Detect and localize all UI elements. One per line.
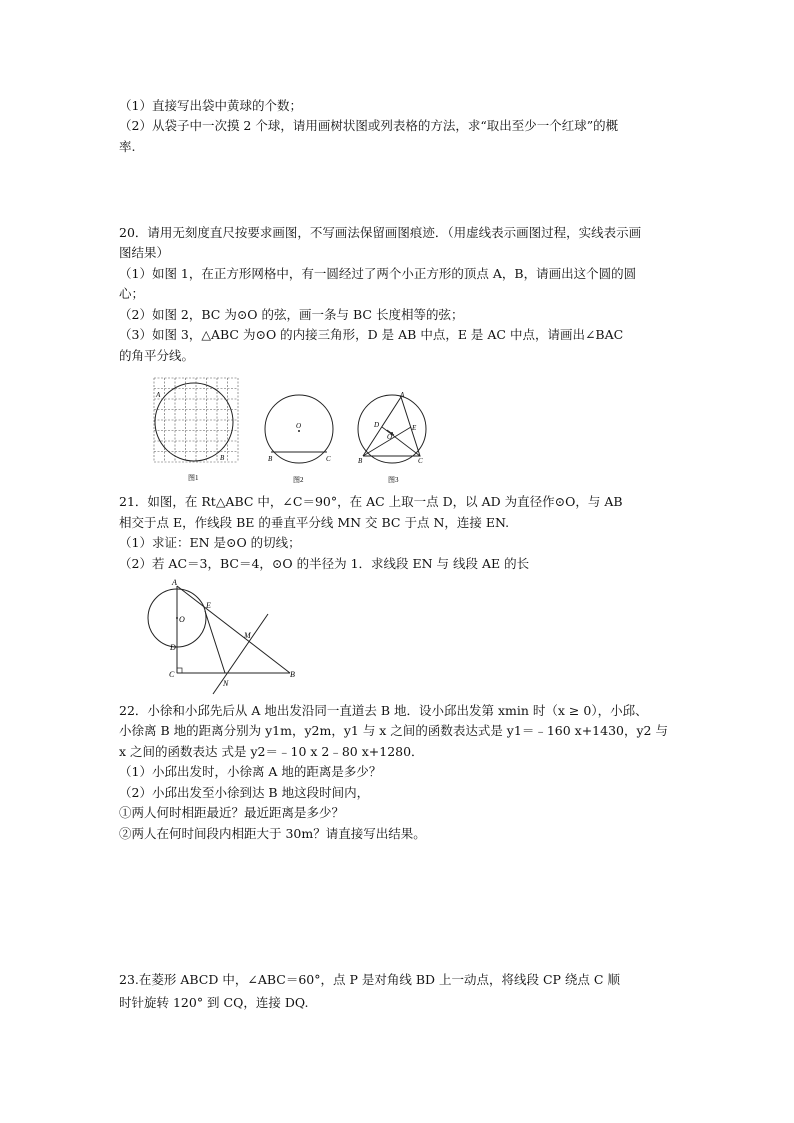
q21-intro: 21．如图，在 Rt△ABC 中，∠C＝90°，在 AC 上取一点 D，以 AD 为直径作⊙O，与 AB bbox=[119, 494, 623, 509]
fig2-label-o: O bbox=[296, 422, 302, 430]
q20-part3-cont: 的角平分线。 bbox=[119, 348, 195, 363]
q20-intro-cont: 图结果） bbox=[119, 245, 170, 260]
q21-label-m: M bbox=[244, 631, 251, 640]
fig2-caption: 图2 bbox=[293, 476, 304, 484]
q21-label-n: N bbox=[223, 679, 229, 688]
q22-intro-cont: 小徐离 B 地的距离分别为 y1m，y2m，y1 与 x 之间的函数表达式是 y1＝﹣160 x+1430，y2 与 bbox=[119, 723, 668, 738]
q21-label-c: C bbox=[169, 670, 175, 679]
fig3-label-b: B bbox=[358, 457, 363, 465]
q21-part2: （2）若 AC＝3，BC＝4，⊙O 的半径为 1．求线段 EN 与 线段 AE 的长 bbox=[119, 556, 530, 571]
q19-part1: （1）直接写出袋中黄球的个数； bbox=[119, 98, 302, 113]
q21-label-d: D bbox=[170, 643, 176, 652]
q21-intro-cont: 相交于点 E，作线段 BE 的垂直平分线 MN 交 BC 于点 N，连接 EN. bbox=[119, 515, 510, 530]
q22-intro: 22．小徐和小邱先后从 A 地出发沿同一直道去 B 地．设小邱出发第 xmin 时（x ≥ 0），小邱、 bbox=[119, 703, 648, 718]
fig3-caption: 图3 bbox=[388, 476, 399, 484]
q19-part2-cont: 率. bbox=[119, 139, 136, 154]
figure-2-circle-chord bbox=[262, 390, 342, 486]
fig3-label-a: A bbox=[400, 391, 405, 399]
q23-intro-cont: 时针旋转 120° 到 CQ，连接 DQ. bbox=[119, 995, 309, 1010]
fig3-label-c: C bbox=[418, 457, 423, 465]
q20-part3: （3）如图 3，△ABC 为⊙O 的内接三角形，D 是 AB 中点，E 是 AC 中点，请画出∠BAC bbox=[119, 327, 624, 342]
q20-part1: （1）如图 1，在正方形网格中，有一圆经过了两个小正方形的顶点 A，B，请画出这个圆的圆 bbox=[119, 266, 637, 281]
q22-part1: （1）小邱出发时，小徐离 A 地的距离是多少？ bbox=[119, 764, 382, 779]
fig2-label-c: C bbox=[326, 455, 331, 463]
fig1-label-b: B bbox=[220, 454, 225, 462]
fig2-label-b: B bbox=[268, 455, 273, 463]
q19-part2: （2）从袋子中一次摸 2 个球，请用画树状图或列表格的方法，求“取出至少一个红球”的概 bbox=[119, 118, 619, 133]
fig1-caption: 图1 bbox=[188, 474, 199, 482]
q22-part2-1: ①两人何时相距最近？最近距离是多少？ bbox=[119, 805, 345, 820]
q21-label-b: B bbox=[290, 670, 295, 679]
q21-part1: （1）求证：EN 是⊙O 的切线； bbox=[119, 535, 301, 550]
fig3-label-o: O bbox=[387, 433, 393, 441]
q21-label-o: O bbox=[179, 615, 185, 624]
figure-q21-triangle-circle bbox=[138, 576, 308, 698]
fig1-label-a: A bbox=[156, 391, 161, 399]
q20-part1-cont: 心； bbox=[119, 286, 145, 301]
q21-label-e: E bbox=[206, 601, 211, 610]
q21-label-a: A bbox=[172, 578, 177, 587]
figure-3-inscribed-triangle bbox=[354, 390, 438, 486]
q22-part2: （2）小邱出发至小徐到达 B 地这段时间内， bbox=[119, 785, 370, 800]
q22-part2-2: ②两人在何时间段内相距大于 30m？请直接写出结果。 bbox=[119, 826, 426, 841]
q23-intro: 23.在菱形 ABCD 中，∠ABC＝60°，点 P 是对角线 BD 上一动点，将线段 CP 绕点 C 顺 bbox=[119, 972, 620, 987]
fig3-label-e: E bbox=[412, 424, 417, 432]
q22-intro-cont2: x 之间的函数表达 式是 y2＝﹣10 x 2﹣80 x+1280． bbox=[119, 744, 424, 759]
q20-intro: 20．请用无刻度直尺按要求画图，不写画法保留画图痕迹．（用虚线表示画图过程，实线表示画 bbox=[119, 225, 642, 240]
figure-1-grid-circle bbox=[150, 374, 242, 486]
q20-part2: （2）如图 2，BC 为⊙O 的弦，画一条与 BC 长度相等的弦； bbox=[119, 307, 464, 322]
fig3-label-d: D bbox=[374, 421, 380, 429]
